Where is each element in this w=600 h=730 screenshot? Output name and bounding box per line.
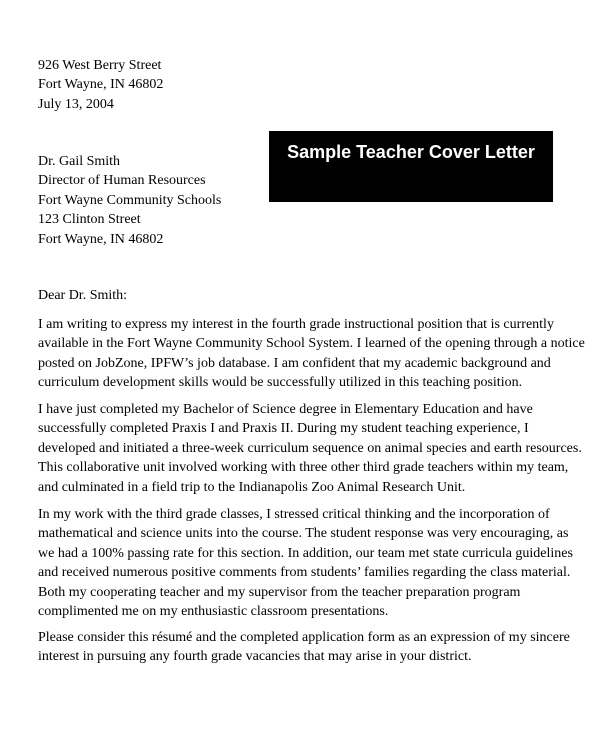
paragraph-line: I have just completed my Bachelor of Science degree in Elementary Education and have [38,402,533,417]
paragraph-line: Please consider this résumé and the completed application form as an expression of my sincere [38,630,570,645]
paragraph-line: In my work with the third grade classes, I stressed critical thinking and the incorporation of [38,507,550,522]
recipient-title: Director of Human Resources [38,173,206,189]
sender-city-state-zip: Fort Wayne, IN 46802 [38,77,164,93]
paragraph-4 [38,628,570,667]
paragraph-2 [38,400,582,497]
paragraph-1 [38,315,585,393]
recipient-city-state-zip: Fort Wayne, IN 46802 [38,231,164,247]
recipient-organization: Fort Wayne Community Schools [38,192,222,208]
title-banner [269,131,553,202]
paragraph-line: posted on JobZone, IPFW’s job database. I am confident that my academic background and [38,355,551,371]
paragraph-line: curriculum development skills would be successfully utilized in this teaching position. [38,375,523,391]
paragraph-line: and culminated in a field trip to the Indianapolis Zoo Animal Research Unit. [38,479,466,495]
paragraph-3 [38,505,573,621]
paragraph-line: interest in pursuing any fourth grade vacancies that may arise in your district. [38,649,472,665]
sender-address [38,56,163,114]
banner-title: Sample Teacher Cover Letter [287,142,535,162]
paragraph-line: complimented me on my enthusiastic classroom presentations. [38,604,389,620]
recipient-address [38,152,221,249]
paragraph-line: Both my cooperating teacher and my supervisor from the teacher preparation program [38,584,521,600]
paragraph-line: This collaborative unit involved working with three other third grade teachers within my team, [38,460,569,476]
sender-street: 926 West Berry Street [38,58,162,73]
paragraph-line: successfully completed Praxis I and Praxis II. During my student teaching experience, I [38,421,529,437]
paragraph-line: and received numerous positive comments from students’ families regarding the class material. [38,565,571,581]
paragraph-line: developed and initiated a three-week curriculum sequence on animal species and earth resources. [38,440,582,456]
recipient-name: Dr. Gail Smith [38,154,121,169]
salutation: Dear Dr. Smith: [38,288,128,303]
letter-date: July 13, 2004 [38,96,114,112]
paragraph-line: available in the Fort Wayne Community School System. I learned of the opening through a notice [38,336,585,352]
paragraph-line: mathematical and science units into the course. The student response was very encouraging, as [38,526,569,542]
paragraph-line: we had a 100% passing rate for this section. In addition, our team met state curricula guidelines [38,545,573,561]
recipient-street: 123 Clinton Street [38,212,141,228]
paragraph-line: I am writing to express my interest in the fourth grade instructional position that is currently [38,317,554,332]
